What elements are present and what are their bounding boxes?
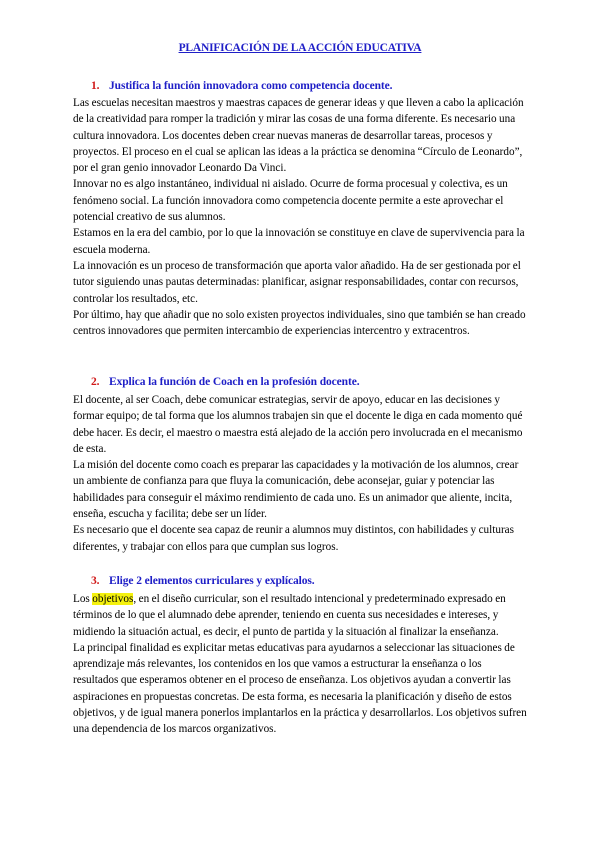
section-2-number: 2. [91, 376, 100, 388]
section-2-heading-text: Explica la función de Coach en la profesión docente. [109, 376, 360, 388]
section-3-heading-text: Elige 2 elementos curriculares y explícalos. [109, 575, 315, 587]
paragraph: Innovar no es algo instantáneo, individual ni aislado. Ocurre de forma procesual y colectiva, es un fenómeno social. La función innovadora como competencia docente permite a este aprovechar el potencial creativo de sus alumnos. [73, 178, 508, 224]
paragraph: El docente, al ser Coach, debe comunicar estrategias, servir de apoyo, educar en las decisiones y formar equipo; de tal forma que los alumnos trabajen sin que el docente le diga en cada momento qué debe hacer. Es decir, el maestro o maestra está alejado de la acción pero involucrada en el mecanismo de esta. [73, 394, 523, 455]
section-1-heading [91, 80, 392, 92]
paragraph: La misión del docente como coach es preparar las capacidades y la motivación de los alumnos, crear un ambiente de confianza para que fluya la comunicación, debe aconsejar, guiar y potenciar las habilidades para conseguir el máximo rendimiento de cada uno. Es un animador que aliente, incita, enseña, escucha y facilita; debe ser un líder. [73, 459, 519, 521]
paragraph: Las escuelas necesitan maestros y maestras capaces de generar ideas y que lleven a cabo la aplicación de la creatividad para romper la tradición y mirar las cosas de una forma diferente. Es necesario una cultura innovadora. Los docentes deben crear nuevas maneras de desarrollar tareas, procesos y proyectos. El proceso en el cual se aplican las ideas a la práctica se denomina “Círculo de Leonardo”, por el gran genio innovador Leonardo Da Vinci. [73, 97, 524, 175]
paragraph: Estamos en la era del cambio, por lo que la innovación se constituye en clave de supervivencia para la escuela moderna. [73, 227, 525, 256]
section-3-body [73, 591, 529, 738]
lead-after: , en el diseño curricular, son el resultado intencional y predeterminado expresado en términos de lo que el alumnado debe aprender, teniendo en cuenta sus necesidades e intereses, y midiendo la situación actual, es decir, el punto de partida y la situación al finalizar la enseñanza. [73, 593, 506, 638]
lead-before: Los [73, 593, 93, 605]
page-title: PLANIFICACIÓN DE LA ACCIÓN EDUCATIVA [178, 42, 422, 54]
paragraph: Es necesario que el docente sea capaz de reunir a alumnos muy distintos, con habilidades y culturas diferentes, y trabajar con ellos para que cumplan sus logros. [73, 524, 514, 553]
paragraph-with-highlight [73, 591, 529, 640]
section-1-body [73, 95, 529, 339]
section-1-number: 1. [91, 80, 100, 92]
section-2-heading [91, 376, 359, 388]
section-3-number: 3. [91, 575, 100, 587]
paragraph: Por último, hay que añadir que no solo existen proyectos individuales, sino que también se han creado centros innovadores que permiten intercambio de experiencias intercentro y extracentros. [73, 308, 526, 338]
highlighted-word: objetivos [92, 593, 134, 605]
paragraph: La innovación es un proceso de transformación que aporta valor añadido. Ha de ser gestionada por el tutor siguiendo unas pautas determinadas: planificar, asignar responsabilidades, contar con recursos, controlar los resultados, etc. [73, 259, 521, 305]
section-3-heading [91, 575, 315, 587]
section-1-heading-text: Justifica la función innovadora como competencia docente. [109, 80, 393, 92]
section-2-body [73, 392, 529, 555]
paragraph: La principal finalidad es explicitar metas educativas para ayudarnos a seleccionar las situaciones de aprendizaje más relevantes, los contenidos en los que vamos a estructurar la enseñanza o los resultados que esperamos obtener en el proceso de enseñanza. Los objetivos ayudan a convertir las aspiraciones en propuestas concretas. De esta forma, es necesaria la planificación y diseño de estos objetivos, y de igual manera ponerlos implantarlos en la práctica y desarrollarlos. Los objetivos sufren una dependencia de los marcos organizativos. [73, 641, 527, 736]
